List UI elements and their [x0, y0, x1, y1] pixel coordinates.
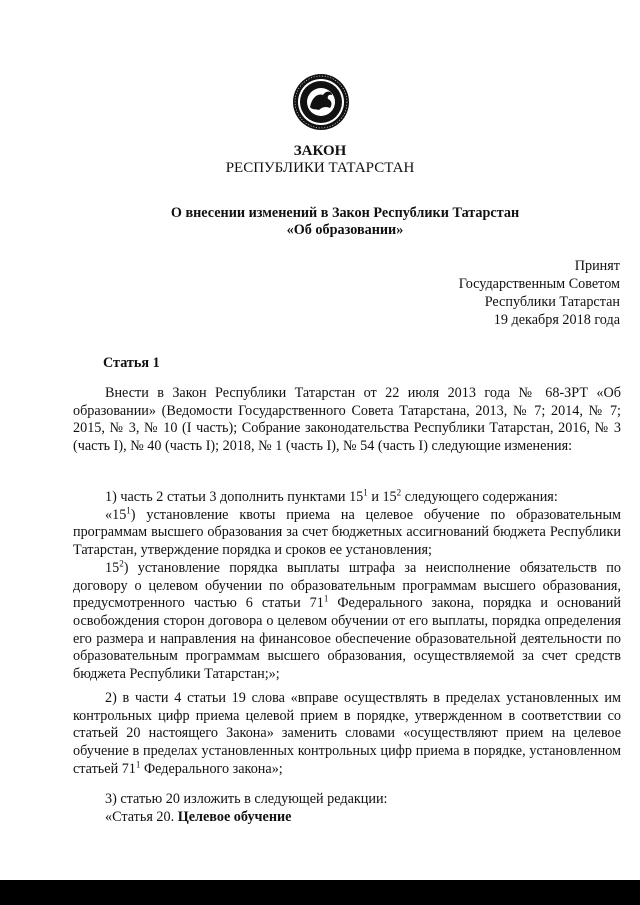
article-20-heading: «Статья 20. Целевое обучение: [105, 808, 292, 825]
intro-paragraph: [73, 385, 621, 456]
law-subject-line-2: «Об образовании»: [286, 222, 404, 238]
item-3-text: 3) статью 20 изложить в следующей редакции:: [105, 791, 388, 807]
point-15-1: «$15^1$) установление квоты приема на целевое обучение по образовательным программам высшего образования за счет бюджетных ассигнований бюджета Республики Татарстан, утверждение порядка и сроков ее установления;: [73, 504, 621, 559]
item-3: [73, 791, 621, 826]
adoption-line-1: Принят: [574, 258, 620, 274]
adoption-block: [360, 257, 620, 329]
intro-text: Внести в Закон Республики Татарстан от 22 июля 2013 года № 68-ЗРТ «Об образовании» (Ведомости Государственного Совета Татарстана, 2013, № 7; 2014, № 7; 2015, № 3, № 10 (I часть); Собрание законодательства Республики Татарстан, 2016, № 3 (часть I), № 40 (часть I); 2018, № 1 (часть I), № 54 (часть I) следующие изменения:: [73, 385, 621, 455]
adoption-line-3: Республики Татарстан: [484, 294, 620, 310]
adoption-line-2: Государственным Советом: [458, 276, 620, 292]
item-1: [73, 489, 621, 684]
item-2: [73, 690, 621, 779]
scan-border: [0, 880, 640, 905]
item-2-text: 2) в части 4 статьи 19 слова «вправе осуществлять в пределах установленных им контрольных цифр приема целевой прием в порядке, утвержденном в соответствии со статьей 20 настоящего Закона» заменить словами «осуществляют прием на целевое обучение в пределах установленных контрольных цифр приема в порядке, установленном статьей $71^1$ Федерального закона»;: [73, 690, 621, 777]
law-subject: [0, 205, 640, 239]
article-heading: Статья 1: [103, 355, 160, 371]
point-15-2: $15^2$) установление порядка выплаты штрафа за неисполнение обязательств по договору о целевом обучении по образовательным программам высшего образования, предусмотренного частью 6 статьи $71^1$ Федерального закона, порядка и оснований освобождения сторон договора о целевом обучении от его выплаты, порядка определения его размера и направления на финансовое обеспечение образовательной деятельности по образовательным программам высшего образования, осуществляемой за счет средств бюджета Республики Татарстан;»;: [73, 558, 621, 683]
republic-name: РЕСПУБЛИКИ ТАТАРСТАН: [225, 160, 415, 176]
tatarstan-emblem-icon: [292, 73, 350, 131]
adoption-date: 19 декабря 2018 года: [493, 312, 620, 328]
document-title: ЗАКОН: [293, 143, 347, 159]
item-1-text: 1) часть 2 статьи 3 дополнить пунктами $15^1$ и $15^2$ следующего содержания:: [105, 487, 558, 505]
law-subject-line-1: О внесении изменений в Закон Республики Татарстан: [170, 205, 520, 221]
